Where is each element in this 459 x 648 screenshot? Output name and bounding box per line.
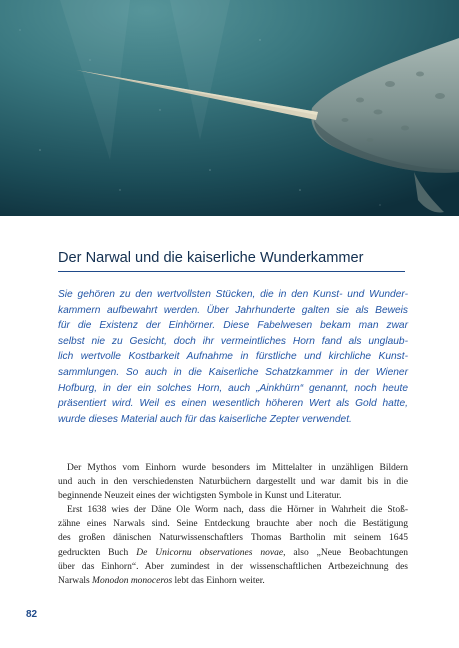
- heading-rule: [58, 271, 405, 272]
- body-text-segment: gedruckten Buch: [58, 547, 137, 558]
- body-line: Erst 1638 wies der Däne Ole Worm nach, dass die Hörner in Wahrheit die Stoß-: [67, 505, 408, 516]
- body-text-segment: , also „Neue Beobachtungen: [283, 547, 408, 558]
- book-title: De Unicornu observationes novae: [136, 547, 284, 558]
- body-line: beginnende Neuzeit eines der wichtigsten Symbole in Kunst und Literatur.: [58, 491, 342, 502]
- intro-line: präsentiert wird. Weil es einen wesentlich höheren Wert als Gold hatte,: [58, 398, 408, 410]
- intro-line: kammern aufbewahrt werden. Über Jahrhunderte galten sie als Beweis: [58, 304, 408, 316]
- intro-line: selbst nie zu Gesicht, doch ihr vermeintliches Horn fand als unglaub-: [58, 335, 408, 347]
- intro-line: lich wertvolle Kostbarkeit Aufnahme in fürstliche und kirchliche Kunst-: [58, 351, 408, 363]
- page-number: 82: [26, 609, 38, 620]
- intro-line: wurde dieses Material auch für das kaiserliche Zepter verwendet.: [58, 413, 352, 425]
- body-text-segment: Narwals: [58, 575, 93, 586]
- narwhal-photo: [0, 0, 459, 216]
- body-line: [58, 574, 408, 588]
- body-line: und auch in den verschiedensten Naturbüchern dargestellt und war damit bis in die: [58, 477, 408, 488]
- body-text: [58, 461, 408, 588]
- chapter-heading: Der Narwal und die kaiserliche Wunderkammer: [58, 250, 364, 266]
- intro-paragraph: [58, 287, 408, 427]
- intro-line: für die Existenz der Einhörner. Diese Fabelwesen bekam man zwar: [58, 320, 408, 332]
- body-line: des großen dänischen Naturwissenschaftlers Thomas Bartholin mit seinem 1645: [58, 533, 408, 544]
- intro-line: Sie gehören zu den wertvollsten Stücken, die in den Kunst- und Wunder-: [58, 289, 408, 300]
- body-line: Der Mythos vom Einhorn wurde besonders im Mittelalter in unzähligen Bildern: [67, 463, 408, 473]
- body-text-segment: lebt das Einhorn weiter.: [172, 575, 265, 586]
- species-name: Monodon monoceros: [92, 575, 173, 586]
- body-line: [58, 546, 408, 560]
- body-line: zähne eines Narwals sind. Seine Entdeckung brauchte aber noch die Bestätigung: [58, 519, 408, 530]
- intro-line: Hofburg, in der ein solches Horn, auch „Ainkhürn“ genannt, noch heute: [58, 382, 408, 394]
- body-line: über das Einhorn“. Aber zumindest in der wissenschaftlichen Artbezeichnung des: [58, 561, 408, 572]
- intro-line: sammlungen. So auch in die Kaiserliche Schatzkammer in der Wiener: [58, 366, 408, 378]
